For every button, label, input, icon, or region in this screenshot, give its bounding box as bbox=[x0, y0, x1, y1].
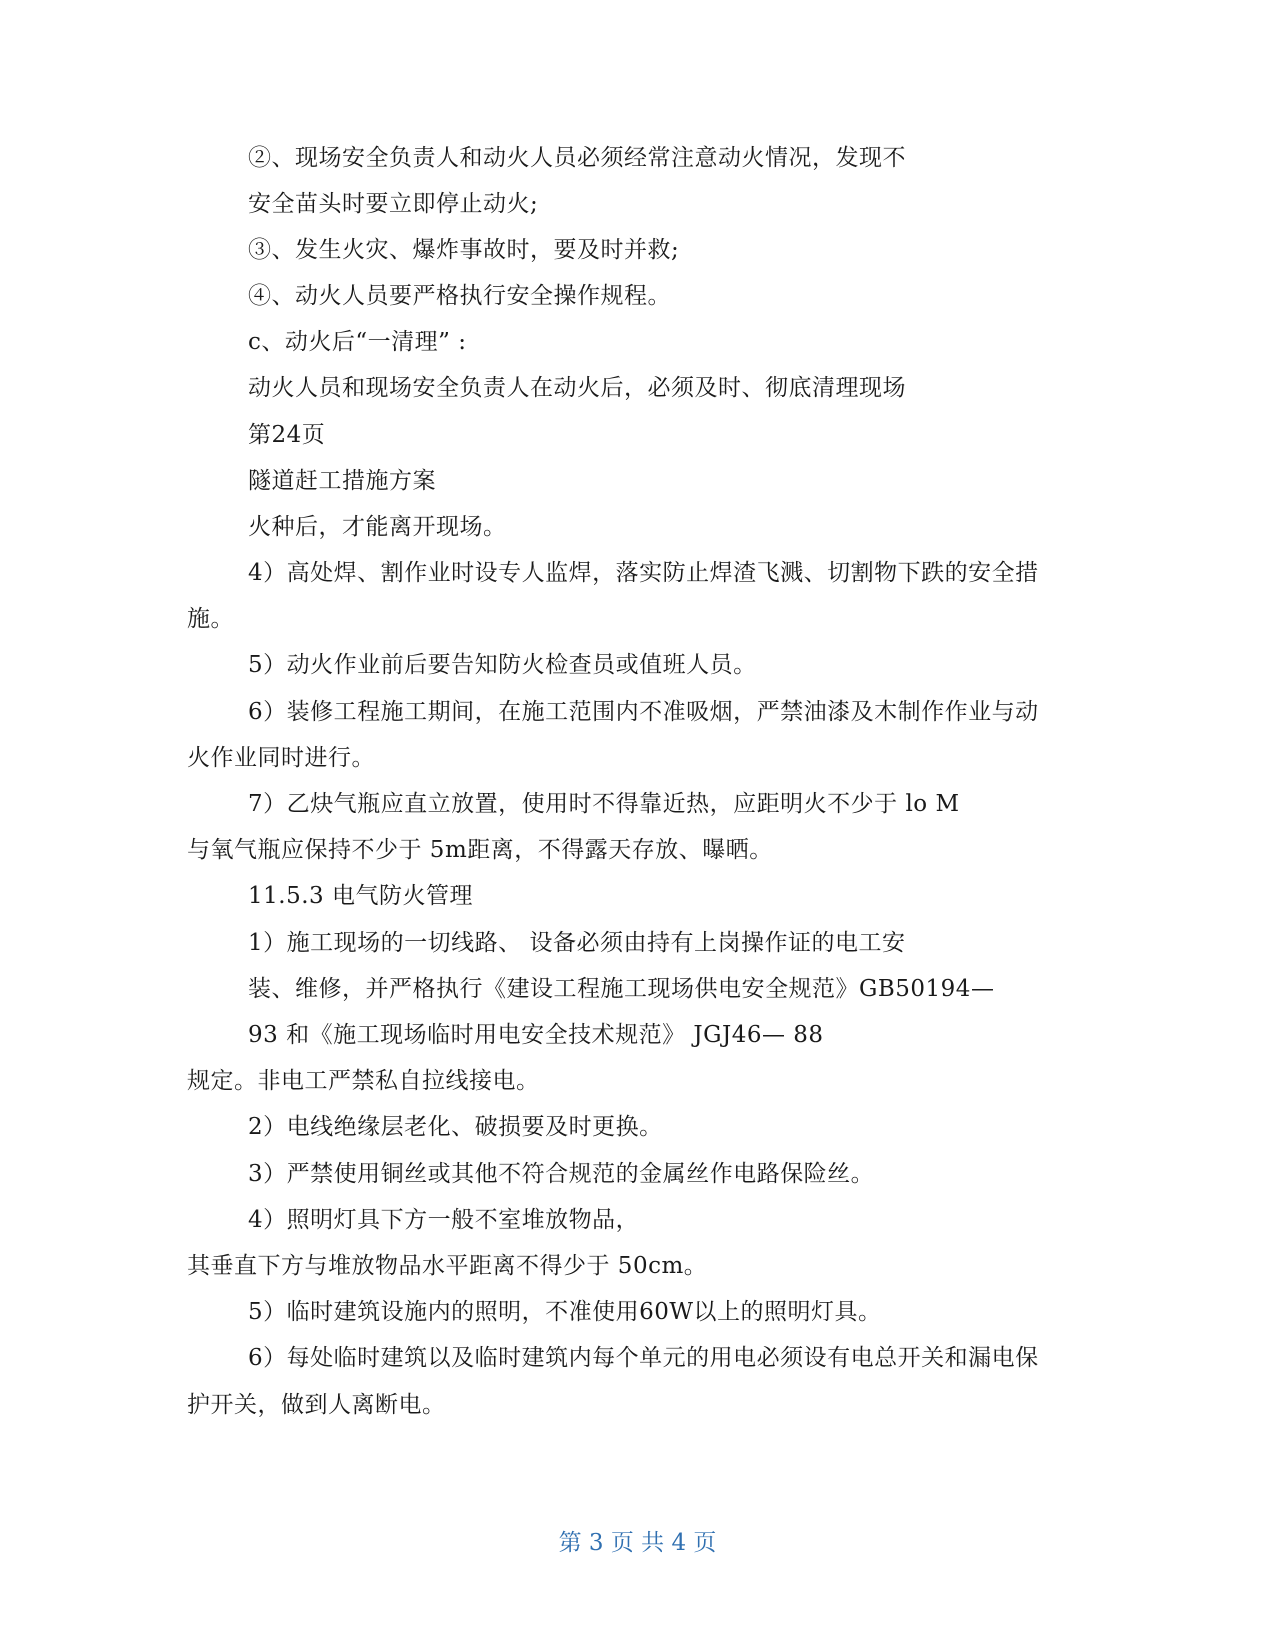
text-line: 规定。非电工严禁私自拉线接电。 bbox=[187, 1068, 540, 1094]
text-line: 火作业同时进行。 bbox=[187, 745, 375, 771]
section-heading: 11.5.3 电气防火管理 bbox=[248, 883, 473, 909]
text-line: 5）临时建筑设施内的照明，不准使用60W以上的照明灯具。 bbox=[248, 1299, 882, 1325]
text-line: 6）每处临时建筑以及临时建筑内每个单元的用电必须设有电总开关和漏电保 bbox=[248, 1345, 1039, 1371]
text-line: 装、维修，并严格执行《建设工程施工现场供电安全规范》GB50194— bbox=[248, 976, 995, 1002]
text-line: 93 和《施工现场临时用电安全技术规范》 JGJ46— 88 bbox=[248, 1022, 824, 1048]
text-line: 安全苗头时要立即停止动火; bbox=[248, 191, 539, 217]
page-number-label: 第24页 bbox=[248, 422, 326, 448]
text-line: 3）严禁使用铜丝或其他不符合规范的金属丝作电路保险丝。 bbox=[248, 1161, 875, 1187]
text-line: 动火人员和现场安全负责人在动火后，必须及时、彻底清理现场 bbox=[248, 375, 906, 401]
text-line: 7）乙炔气瓶应直立放置，使用时不得靠近热，应距明火不少于 lo M bbox=[248, 791, 960, 817]
text-line: 与氧气瓶应保持不少于 5m距离，不得露天存放、曝晒。 bbox=[187, 837, 773, 863]
text-line: ④、动火人员要严格执行安全操作规程。 bbox=[248, 283, 671, 309]
text-line: c、动火后“一清理” : bbox=[248, 329, 467, 355]
text-line: ③、发生火灾、爆炸事故时，要及时并救; bbox=[248, 237, 680, 263]
text-line: 1）施工现场的一切线路、 设备必须由持有上岗操作证的电工安 bbox=[248, 930, 906, 956]
text-line: 4）照明灯具下方一般不室堆放物品， bbox=[248, 1207, 640, 1233]
text-line: 其垂直下方与堆放物品水平距离不得少于 50cm。 bbox=[187, 1253, 708, 1279]
text-line: 火种后，才能离开现场。 bbox=[248, 514, 507, 540]
document-title: 隧道赶工措施方案 bbox=[248, 468, 436, 494]
text-line: 2）电线绝缘层老化、破损要及时更换。 bbox=[248, 1114, 663, 1140]
page-footer: 第 3 页 共 4 页 bbox=[558, 1530, 717, 1556]
text-line: 施。 bbox=[187, 606, 234, 632]
text-line: ②、现场安全负责人和动火人员必须经常注意动火情况，发现不 bbox=[248, 145, 906, 171]
text-line: 5）动火作业前后要告知防火检查员或值班人员。 bbox=[248, 652, 757, 678]
text-line: 护开关，做到人离断电。 bbox=[187, 1392, 446, 1418]
text-line: 4）高处焊、割作业时设专人监焊，落实防止焊渣飞溅、切割物下跌的安全措 bbox=[248, 560, 1039, 586]
text-line: 6）装修工程施工期间，在施工范围内不准吸烟，严禁油漆及木制作作业与动 bbox=[248, 699, 1039, 725]
